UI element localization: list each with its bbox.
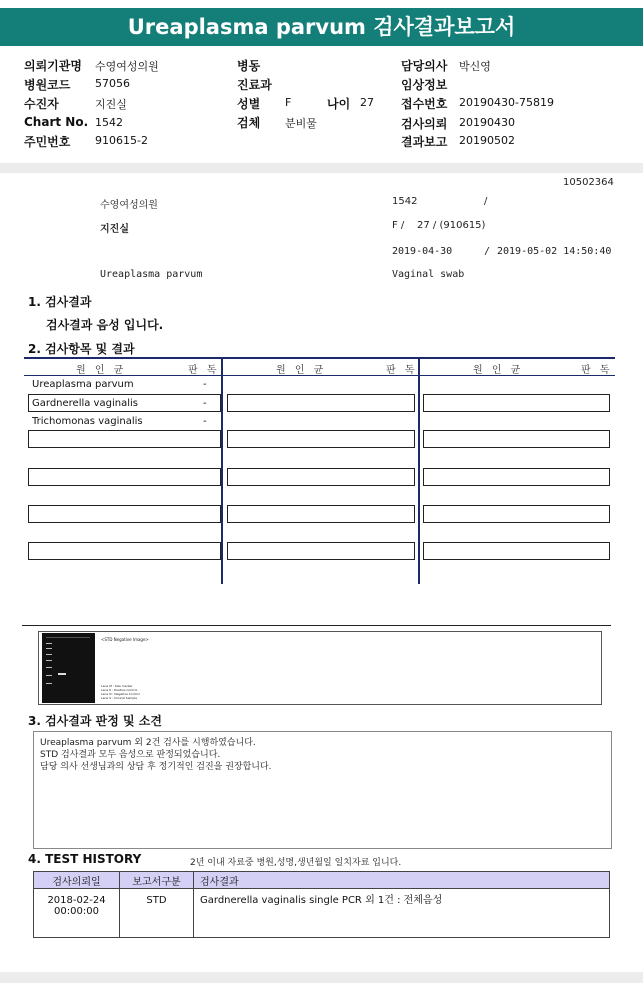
col-judge-2: 판 독 xyxy=(386,365,418,376)
history-result: Gardnerella vaginalis single PCR 외 1건 : 전체음성 xyxy=(194,889,610,938)
organism-name: Trichomonas vaginalis xyxy=(32,416,143,427)
empty-row-box xyxy=(28,430,221,448)
empty-row-box xyxy=(423,430,610,448)
opinion-box xyxy=(33,731,612,849)
empty-row-box xyxy=(423,468,610,486)
document-number: 10502364 xyxy=(563,177,614,188)
report-date-value: 20190502 xyxy=(459,134,515,147)
history-note: 2년 이내 자료중 병원,성명,생년월일 일치자료 입니다. xyxy=(190,858,402,868)
specimen-label: 검체 xyxy=(237,116,261,130)
col-judge-1: 판 독 xyxy=(188,365,220,376)
section-divider xyxy=(0,163,643,173)
inner-specimen: Vaginal swab xyxy=(392,269,465,280)
empty-row-box xyxy=(227,505,415,523)
inner-patient-name: 지진실 xyxy=(100,224,129,235)
doctor-label: 담당의사 xyxy=(401,59,448,73)
resident-no-value: 910615-2 xyxy=(95,134,148,147)
organism-result: - xyxy=(203,379,207,390)
report-title: Ureaplasma parvum 검사결과보고서 xyxy=(0,8,643,46)
inner-test-name: Ureaplasma parvum xyxy=(100,269,203,280)
column-divider-1 xyxy=(221,358,223,584)
report-date-label: 결과보고 xyxy=(401,135,448,149)
sex-label: 성별 xyxy=(237,97,261,111)
hospital-name-value: 수영여성의원 xyxy=(95,60,159,73)
age-value: 27 xyxy=(360,96,374,109)
organism-result: - xyxy=(203,416,207,427)
empty-row-box xyxy=(28,468,221,486)
empty-row-box xyxy=(28,505,221,523)
test-history-table xyxy=(33,871,610,938)
department-label: 진료과 xyxy=(237,78,272,92)
gel-legend-item: Lane S : Clinical Sample xyxy=(101,696,138,700)
hospital-code-value: 57056 xyxy=(95,77,130,90)
organism-name: Ureaplasma parvum xyxy=(32,379,134,390)
opinion-text xyxy=(40,737,272,773)
history-time: 00:00:00 xyxy=(54,906,99,917)
section-3-heading: 3. 검사결과 판정 및 소견 xyxy=(28,714,162,728)
results-table-top-rule xyxy=(24,357,615,359)
empty-row-box xyxy=(227,468,415,486)
page-footer-band xyxy=(0,972,643,983)
patient-name-label: 수진자 xyxy=(24,97,59,111)
col-judge-3: 판 독 xyxy=(581,365,613,376)
ward-label: 병동 xyxy=(237,59,261,73)
gel-legend-item: Lane M : Size marker xyxy=(101,684,133,688)
organism-result: - xyxy=(203,398,207,409)
history-type: STD xyxy=(120,889,194,938)
inner-request-date: 2019-04-30 xyxy=(392,246,453,257)
result-summary: 검사결과 음성 입니다. xyxy=(46,318,164,332)
history-date-cell xyxy=(34,889,120,938)
empty-row-box xyxy=(423,542,610,560)
gel-electrophoresis-image xyxy=(42,633,95,703)
gel-caption: <STD Negative Image> xyxy=(101,637,149,642)
hospital-name-label: 의뢰기관명 xyxy=(24,59,82,73)
empty-row-box xyxy=(423,394,610,412)
section-2-heading: 2. 검사항목 및 결과 xyxy=(28,342,135,356)
opinion-line: Ureaplasma parvum 외 2건 검사를 시행하였습니다. xyxy=(40,738,256,748)
resident-no-label: 주민번호 xyxy=(24,135,71,149)
empty-row-box xyxy=(227,430,415,448)
chart-no-value: 1542 xyxy=(95,116,123,129)
inner-report-datetime: 2019-05-02 14:50:40 xyxy=(497,246,612,257)
inner-clinic-name: 수영여성의원 xyxy=(100,200,158,211)
request-date-value: 20190430 xyxy=(459,116,515,129)
inner-sex-age: F / 27 / (910615) xyxy=(392,220,486,231)
sex-value: F xyxy=(285,96,292,109)
gel-legend-item: Lane P : Positive Control xyxy=(101,688,138,692)
gel-legend xyxy=(101,684,140,700)
chart-no-label: Chart No. xyxy=(24,115,89,129)
gel-panel-rule xyxy=(22,625,611,626)
doctor-value: 박신영 xyxy=(459,60,491,73)
hospital-code-label: 병원코드 xyxy=(24,78,71,92)
history-col-date: 검사의뢰일 xyxy=(34,872,120,889)
organism-name: Gardnerella vaginalis xyxy=(32,398,138,409)
col-organism-2: 원 인 균 xyxy=(276,365,327,376)
clinical-info-label: 임상정보 xyxy=(401,78,448,92)
gel-legend-item: Lane N : Negative Control xyxy=(101,692,140,696)
col-organism-3: 원 인 균 xyxy=(473,365,524,376)
history-col-type: 보고서구분 xyxy=(120,872,194,889)
history-col-result: 검사결과 xyxy=(194,872,610,889)
inner-slash: / xyxy=(484,196,488,207)
col-organism-1: 원 인 균 xyxy=(76,365,127,376)
empty-row-box xyxy=(227,394,415,412)
column-divider-2 xyxy=(418,358,420,584)
empty-row-box xyxy=(423,505,610,523)
empty-row-box xyxy=(227,542,415,560)
inner-chart-no: 1542 xyxy=(392,196,418,207)
opinion-line: STD 검사결과 모두 음성으로 판정되었습니다. xyxy=(40,750,221,760)
reception-no-label: 접수번호 xyxy=(401,97,448,111)
section-4-heading: 4. TEST HISTORY xyxy=(28,852,142,866)
patient-name-value: 지진실 xyxy=(95,98,127,111)
request-date-label: 검사의뢰 xyxy=(401,117,448,131)
reception-no-value: 20190430-75819 xyxy=(459,96,554,109)
history-date: 2018-02-24 xyxy=(47,895,106,906)
opinion-line: 담당 의사 선생님과의 상담 후 정기적인 검진을 권장합니다. xyxy=(40,762,272,772)
empty-row-box xyxy=(28,542,221,560)
inner-date-separator: / xyxy=(484,246,491,257)
section-1-heading: 1. 검사결과 xyxy=(28,295,92,309)
age-label: 나이 xyxy=(327,97,351,111)
specimen-value: 분비물 xyxy=(285,117,317,130)
history-row xyxy=(34,889,610,938)
